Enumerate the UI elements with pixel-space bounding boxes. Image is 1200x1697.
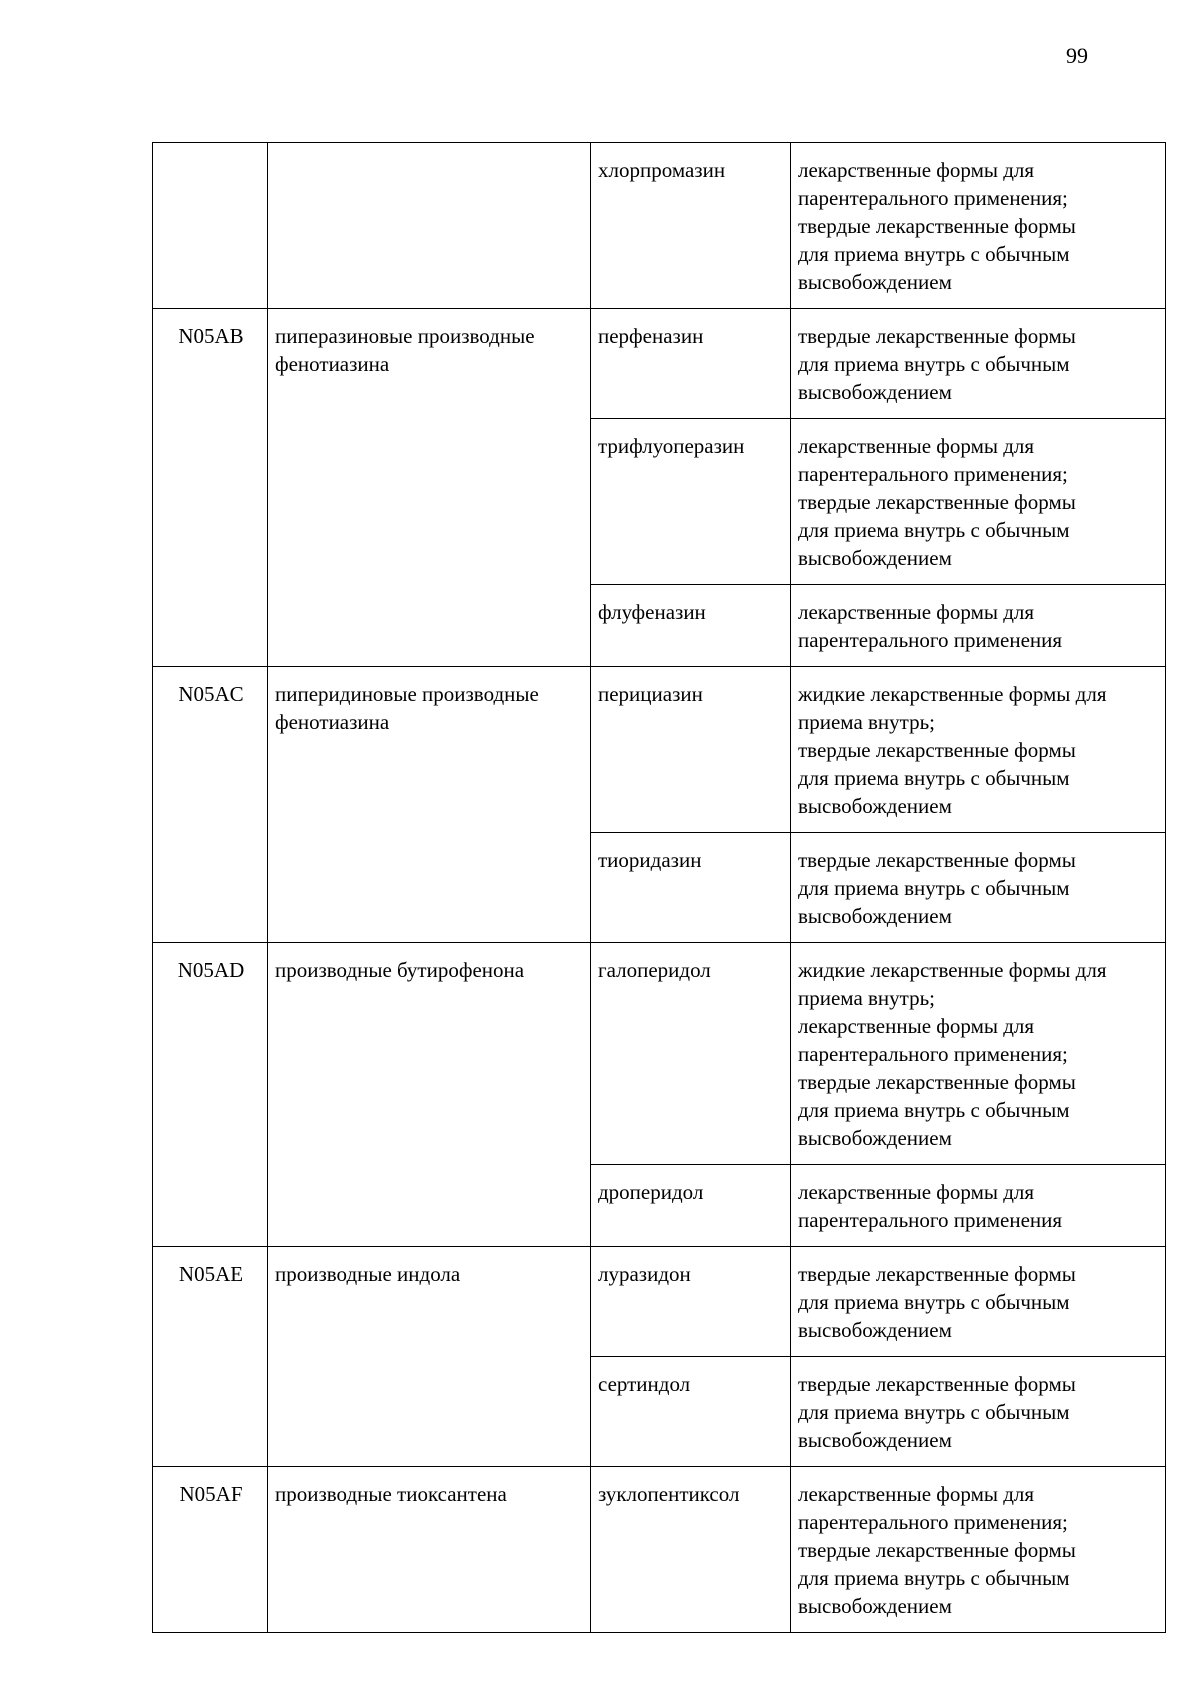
table-row <box>153 1247 1166 1357</box>
dosage-form-line: высвобождением <box>798 380 952 404</box>
dosage-form-line: лекарственные формы для <box>798 1180 1035 1204</box>
drug-table <box>152 142 1166 1633</box>
drug-name-cell: трифлуоперазин <box>591 419 791 585</box>
dosage-form-line: твердые лекарственные формы <box>798 1262 1076 1286</box>
dosage-form-line: лекарственные формы для <box>798 158 1035 182</box>
dosage-form-line: жидкие лекарственные формы для <box>798 682 1107 706</box>
atc-code-cell: N05AE <box>153 1247 268 1467</box>
dosage-form-line: твердые лекарственные формы <box>798 1538 1076 1562</box>
dosage-form-line: для приема внутрь с обычным <box>798 352 1070 376</box>
dosage-form-line: твердые лекарственные формы <box>798 738 1076 762</box>
dosage-form-line: жидкие лекарственные формы для <box>798 958 1107 982</box>
drug-name-cell: зуклопентиксол <box>591 1467 791 1633</box>
dosage-form-line: твердые лекарственные формы <box>798 490 1076 514</box>
atc-code-cell <box>153 143 268 309</box>
dosage-form-line: лекарственные формы для <box>798 434 1035 458</box>
dosage-forms-cell <box>791 309 1166 419</box>
pharmacological-group-cell: производные бутирофенона <box>268 943 591 1247</box>
dosage-form-line: высвобождением <box>798 1428 952 1452</box>
dosage-forms-cell <box>791 943 1166 1165</box>
dosage-forms-cell <box>791 1467 1166 1633</box>
drug-table-body <box>153 143 1166 1633</box>
atc-code-cell: N05AC <box>153 667 268 943</box>
dosage-form-line: высвобождением <box>798 1126 952 1150</box>
dosage-form-line: для приема внутрь с обычным <box>798 1290 1070 1314</box>
dosage-form-line: парентерального применения; <box>798 1042 1068 1066</box>
drug-name-cell: перфеназин <box>591 309 791 419</box>
dosage-form-line: лекарственные формы для <box>798 1014 1035 1038</box>
drug-name-cell: луразидон <box>591 1247 791 1357</box>
pharmacological-group-cell <box>268 143 591 309</box>
dosage-form-line: для приема внутрь с обычным <box>798 766 1070 790</box>
dosage-form-line: твердые лекарственные формы <box>798 1070 1076 1094</box>
drug-name-cell: сертиндол <box>591 1357 791 1467</box>
dosage-form-line: лекарственные формы для <box>798 600 1035 624</box>
dosage-form-line: для приема внутрь с обычным <box>798 1566 1070 1590</box>
dosage-forms-cell <box>791 1165 1166 1247</box>
atc-code-cell: N05AB <box>153 309 268 667</box>
page-number: 99 <box>1066 43 1088 68</box>
dosage-forms-cell <box>791 833 1166 943</box>
drug-name-cell: перициазин <box>591 667 791 833</box>
dosage-form-line: высвобождением <box>798 270 952 294</box>
dosage-form-line: приема внутрь; <box>798 710 936 734</box>
dosage-form-line: парентерального применения; <box>798 186 1068 210</box>
table-row <box>153 143 1166 309</box>
dosage-form-line: для приема внутрь с обычным <box>798 1098 1070 1122</box>
dosage-form-line: высвобождением <box>798 1594 952 1618</box>
dosage-forms-cell <box>791 667 1166 833</box>
dosage-form-line: для приема внутрь с обычным <box>798 1400 1070 1424</box>
dosage-form-line: твердые лекарственные формы <box>798 848 1076 872</box>
dosage-form-line: парентерального применения <box>798 628 1063 652</box>
drug-name-cell: тиоридазин <box>591 833 791 943</box>
dosage-forms-cell <box>791 1357 1166 1467</box>
atc-code-cell: N05AD <box>153 943 268 1247</box>
drug-name-cell: галоперидол <box>591 943 791 1165</box>
drug-name-cell: флуфеназин <box>591 585 791 667</box>
drug-name-cell: дроперидол <box>591 1165 791 1247</box>
dosage-form-line: для приема внутрь с обычным <box>798 518 1070 542</box>
table-row <box>153 309 1166 419</box>
dosage-forms-cell <box>791 1247 1166 1357</box>
dosage-form-line: для приема внутрь с обычным <box>798 876 1070 900</box>
dosage-form-line: приема внутрь; <box>798 986 936 1010</box>
dosage-form-line: парентерального применения; <box>798 462 1068 486</box>
dosage-form-line: твердые лекарственные формы <box>798 1372 1076 1396</box>
atc-code-cell: N05AF <box>153 1467 268 1633</box>
pharmacological-group-cell: производные тиоксантена <box>268 1467 591 1633</box>
pharmacological-group-cell: пиперидиновые производные фенотиазина <box>268 667 591 943</box>
pharmacological-group-cell: производные индола <box>268 1247 591 1467</box>
table-row <box>153 1467 1166 1633</box>
dosage-form-line: твердые лекарственные формы <box>798 324 1076 348</box>
dosage-form-line: парентерального применения <box>798 1208 1063 1232</box>
table-row <box>153 943 1166 1165</box>
dosage-form-line: для приема внутрь с обычным <box>798 242 1070 266</box>
dosage-form-line: высвобождением <box>798 904 952 928</box>
dosage-forms-cell <box>791 585 1166 667</box>
dosage-form-line: высвобождением <box>798 1318 952 1342</box>
dosage-form-line: твердые лекарственные формы <box>798 214 1076 238</box>
dosage-form-line: лекарственные формы для <box>798 1482 1035 1506</box>
table-row <box>153 667 1166 833</box>
dosage-forms-cell <box>791 419 1166 585</box>
dosage-form-line: высвобождением <box>798 546 952 570</box>
dosage-form-line: парентерального применения; <box>798 1510 1068 1534</box>
drug-name-cell: хлорпромазин <box>591 143 791 309</box>
pharmacological-group-cell: пиперазиновые производные фенотиазина <box>268 309 591 667</box>
dosage-forms-cell <box>791 143 1166 309</box>
dosage-form-line: высвобождением <box>798 794 952 818</box>
